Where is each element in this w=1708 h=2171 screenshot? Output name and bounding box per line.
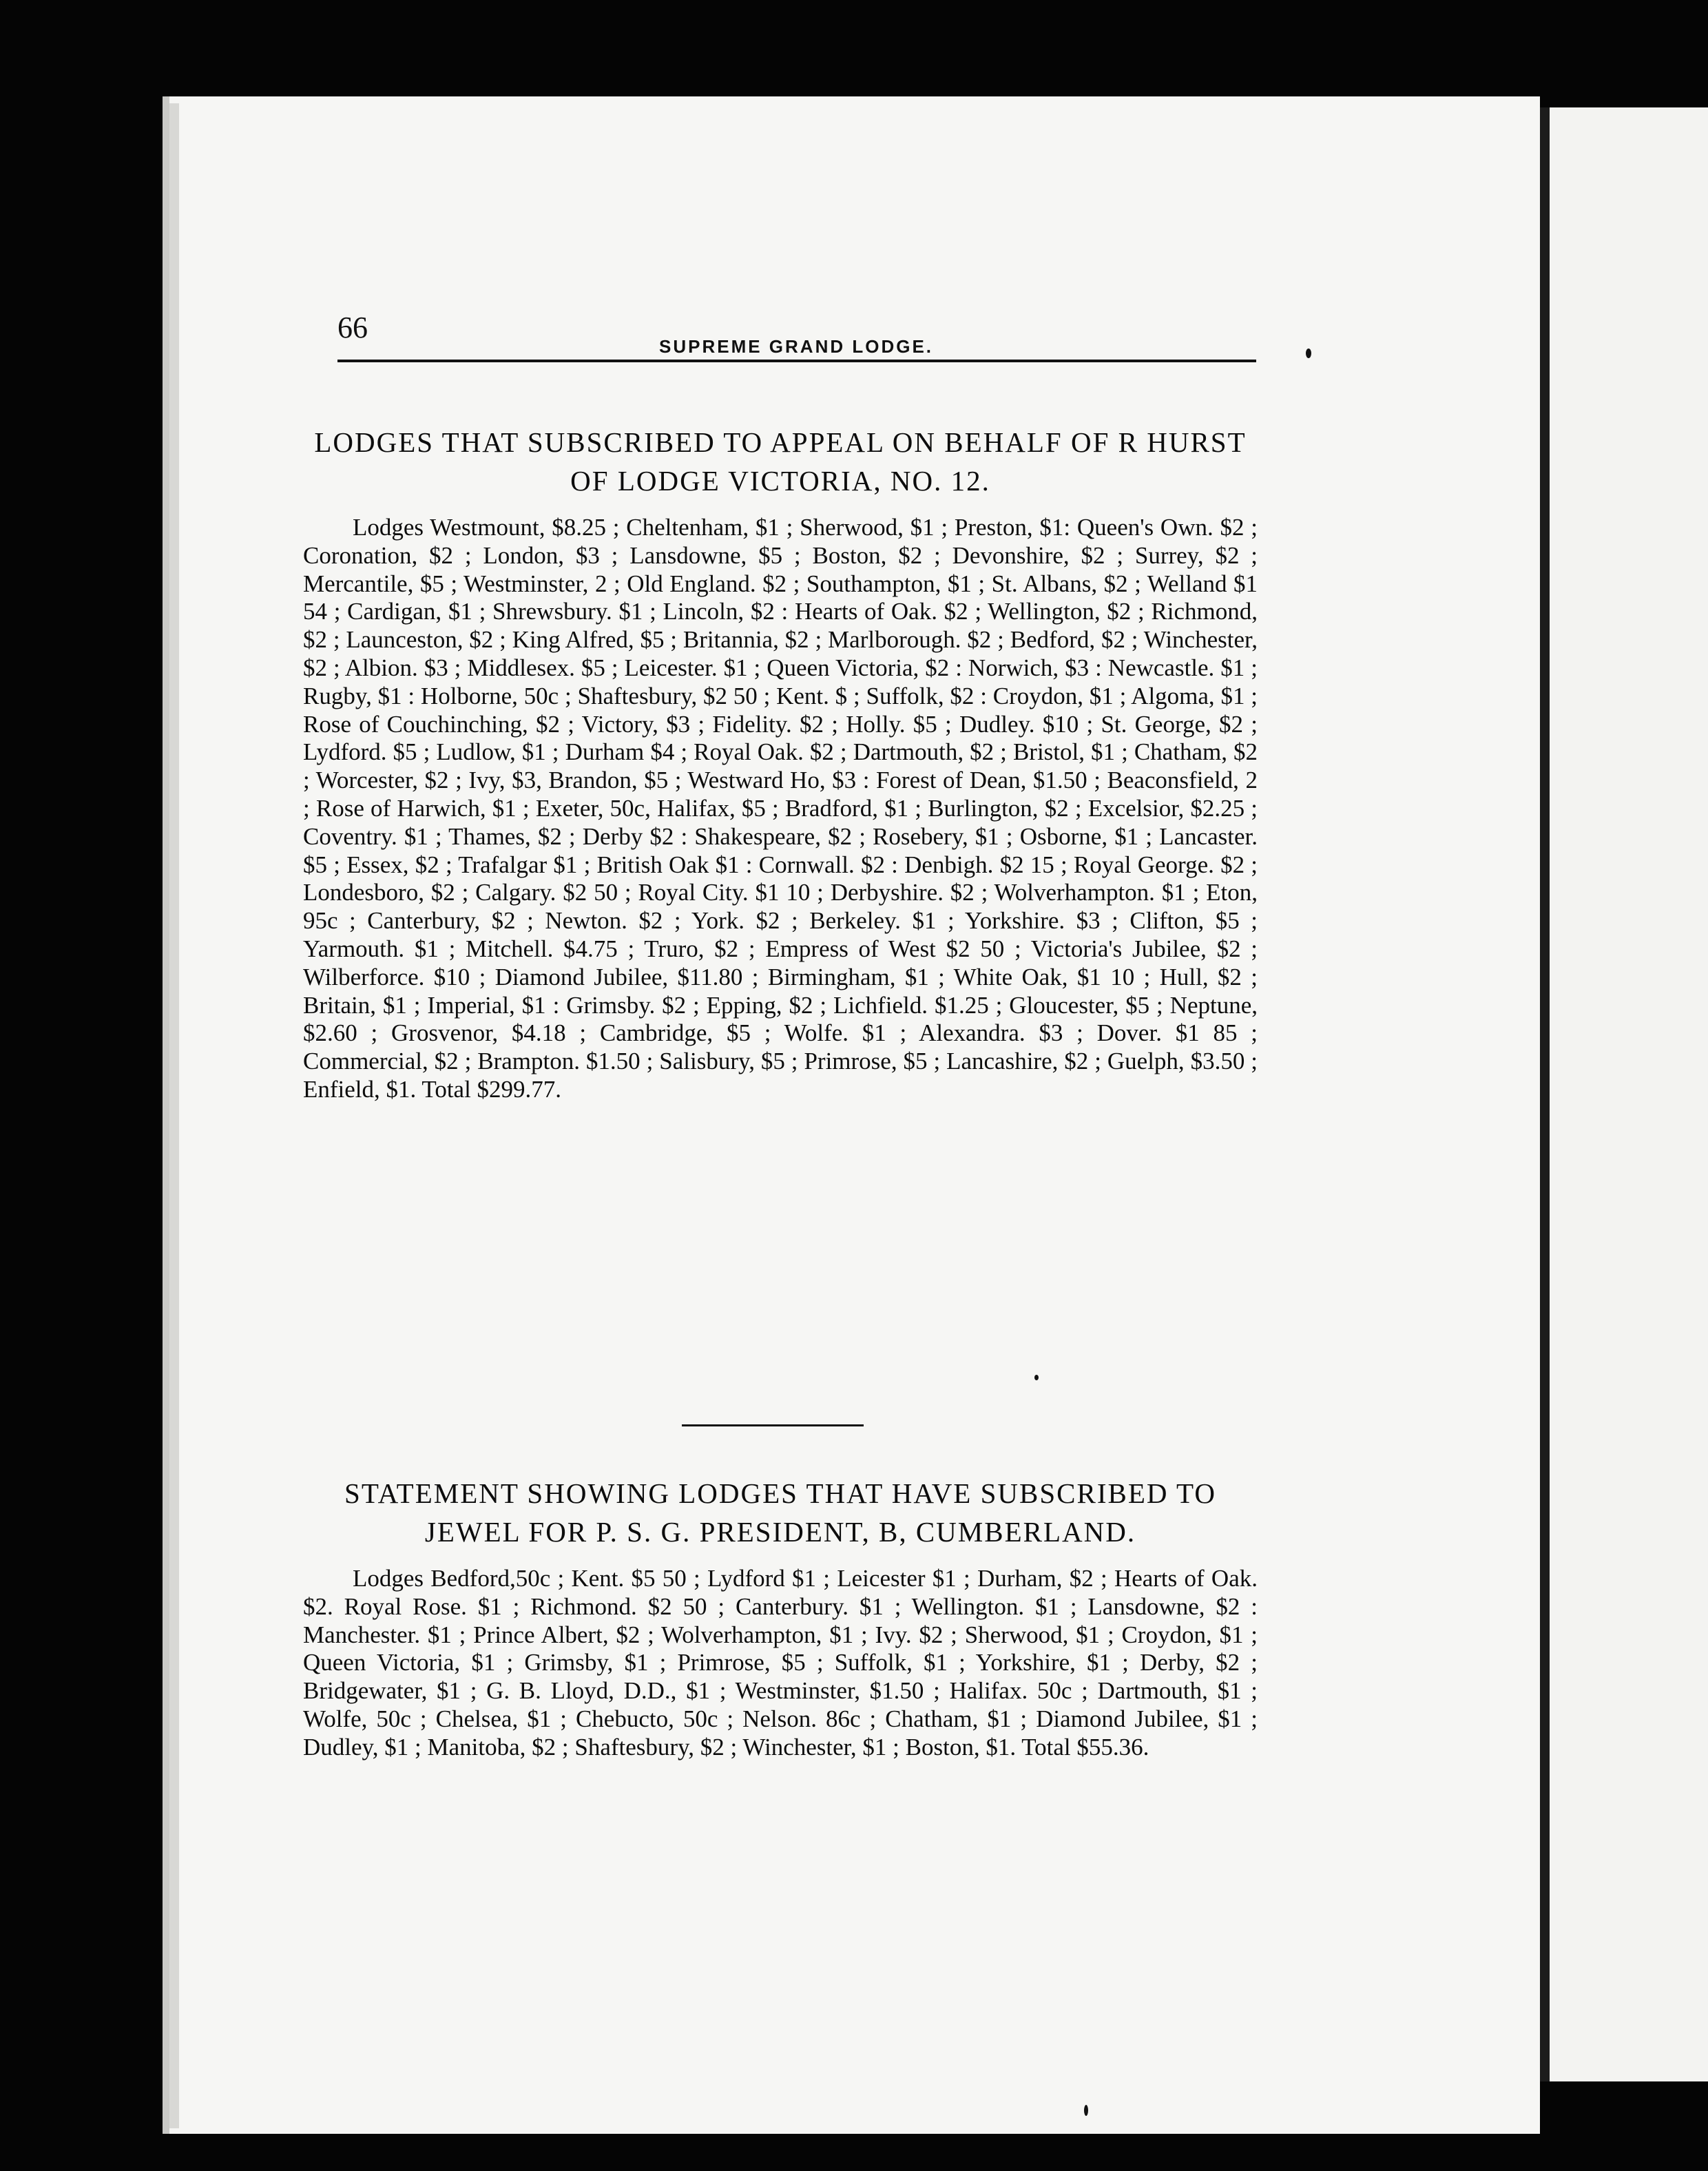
header-rule bbox=[337, 360, 1256, 362]
scan-speck bbox=[1084, 2105, 1088, 2116]
section-title: LODGES THAT SUBSCRIBED TO APPEAL ON BEHALF OF R HURST OF LODGE VICTORIA, NO. 12. bbox=[314, 426, 1247, 497]
page-header bbox=[337, 310, 1255, 358]
book-page bbox=[163, 96, 1540, 2134]
page-number: 66 bbox=[337, 311, 368, 344]
jewel-subscriptions-section bbox=[303, 1474, 1258, 1762]
section-title: STATEMENT SHOWING LODGES THAT HAVE SUBSCRIBED TO JEWEL FOR P. S. G. PRESIDENT, B, CUMBERLAND. bbox=[344, 1477, 1216, 1548]
appeal-subscriptions-section bbox=[303, 423, 1258, 1104]
adjacent-page-edge bbox=[1540, 107, 1708, 2081]
section-divider bbox=[682, 1424, 864, 1426]
running-head: SUPREME GRAND LODGE. bbox=[658, 336, 934, 357]
section-body: Lodges Westmount, $8.25 ; Cheltenham, $1 ; Sherwood, $1 ; Preston, $1: Queen's Own. $2 ; Coronation, $2 ; London, $3 ; Lansdowne, $5 ; Boston, $2 ; Devonshire, $2 ; Surrey, $2 ; Mercantile, $5 ; Westminster, 2 ; Old England. $2 ; Southampton, $1 ; St. Albans, $2 ; Welland $1 54 ; Cardigan, $1 ; Shrewsbury. $1 ; Lincoln, $2 : Hearts of Oak. $2 ; Wellington, $2 ; Richmond, $2 ; Launceston, $2 ; King Alfred, $5 ; Britannia, $2 ; Marlborough. $2 ; Bedford, $2 ; Winchester, $2 ; Albion. $3 ; Middlesex. $5 ; Leicester. $1 ; Queen Victoria, $2 : Norwich, $3 : Newcastle. $1 ; Rugby, $1 : Holborne, 50c ; Shaftesbury, $2 50 ; Kent. $ ; Suffolk, $2 : Croydon, $1 ; Algoma, $1 ; Rose of Couchinching, $2 ; Victory, $3 ; Fidelity. $2 ; Holly. $5 ; Dudley. $10 ; St. George, $2 ; Lydford. $5 ; Ludlow, $1 ; Durham $4 ; Royal Oak. $2 ; Dartmouth, $2 ; Bristol, $1 ; Chatham, $2 ; Worcester, $2 ; Ivy, $3, Brandon, $5 ; Westward Ho, $3 : Forest of Dean, $1.50 ; Beaconsfield, 2 ; Rose of Harwich, $1 ; Exeter, 50c, Halifax, $5 ; Bradford, $1 ; Burlington, $2 ; Excelsior, $2.25 ; Coventry. $1 ; Thames, $2 ; Derby $2 : Shakespeare, $2 ; Rosebery, $1 ; Osborne, $1 ; Lancaster. $5 ; Essex, $2 ; Trafalgar $1 ; British Oak $1 : Cornwall. $2 : Denbigh. $2 15 ; Royal George. $2 ; Londesboro, $2 ; Calgary. $2 50 ; Royal City. $1 10 ; Derbyshire. $2 ; Wolverhampton. $1 ; Eton, 95c ; Canterbury, $2 ; Newton. $2 ; York. $2 ; Berkeley. $1 ; Yorkshire. $3 ; Clifton, $5 ; Yarmouth. $1 ; Mitchell. $4.75 ; Truro, $2 ; Empress of West $2 50 ; Victoria's Jubilee, $2 ; Wilberforce. $10 ; Diamond Jubilee, $11.80 ; Birmingham, $1 ; White Oak, $1 10 ; Hull, $2 ; Britain, $1 ; Imperial, $1 : Grimsby. $2 ; Epping, $2 ; Lichfield. $1.25 ; Gloucester, $5 ; Neptune, $2.60 ; Grosvenor, $4.18 ; Cambridge, $5 ; Wolfe. $1 ; Alexandra. $3 ; Dover. $1 85 ; Commercial, $2 ; Brampton. $1.50 ; Salisbury, $5 ; Primrose, $5 ; Lancashire, $2 ; Guelph, $3.50 ; Enfield, $1. Total $299.77. bbox=[303, 514, 1258, 1103]
section-body: Lodges Bedford,50c ; Kent. $5 50 ; Lydford $1 ; Leicester $1 ; Durham, $2 ; Hearts of Oak. $2. Royal Rose. $1 ; Richmond. $2 50 ; Canterbury. $1 ; Wellington. $1 ; Lansdowne, $2 : Manchester. $1 ; Prince Albert, $2 ; Wolverhampton, $1 ; Ivy. $2 ; Sherwood, $1 ; Croydon, $1 ; Queen Victoria, $1 ; Grimsby, $1 ; Primrose, $5 ; Suffolk, $1 ; Yorkshire, $1 ; Derby, $2 ; Bridgewater, $1 ; G. B. Lloyd, D.D., $1 ; Westminster, $1.50 ; Halifax. 50c ; Dartmouth, $1 ; Wolfe, 50c ; Chelsea, $1 ; Chebucto, 50c ; Nelson. 86c ; Chatham, $1 ; Diamond Jubilee, $1 ; Dudley, $1 ; Manitoba, $2 ; Shaftesbury, $2 ; Winchester, $1 ; Boston, $1. Total $55.36. bbox=[303, 1565, 1258, 1760]
page-edge bbox=[169, 103, 179, 2128]
scan-speck bbox=[1034, 1375, 1039, 1380]
scan-speck bbox=[1306, 349, 1311, 358]
